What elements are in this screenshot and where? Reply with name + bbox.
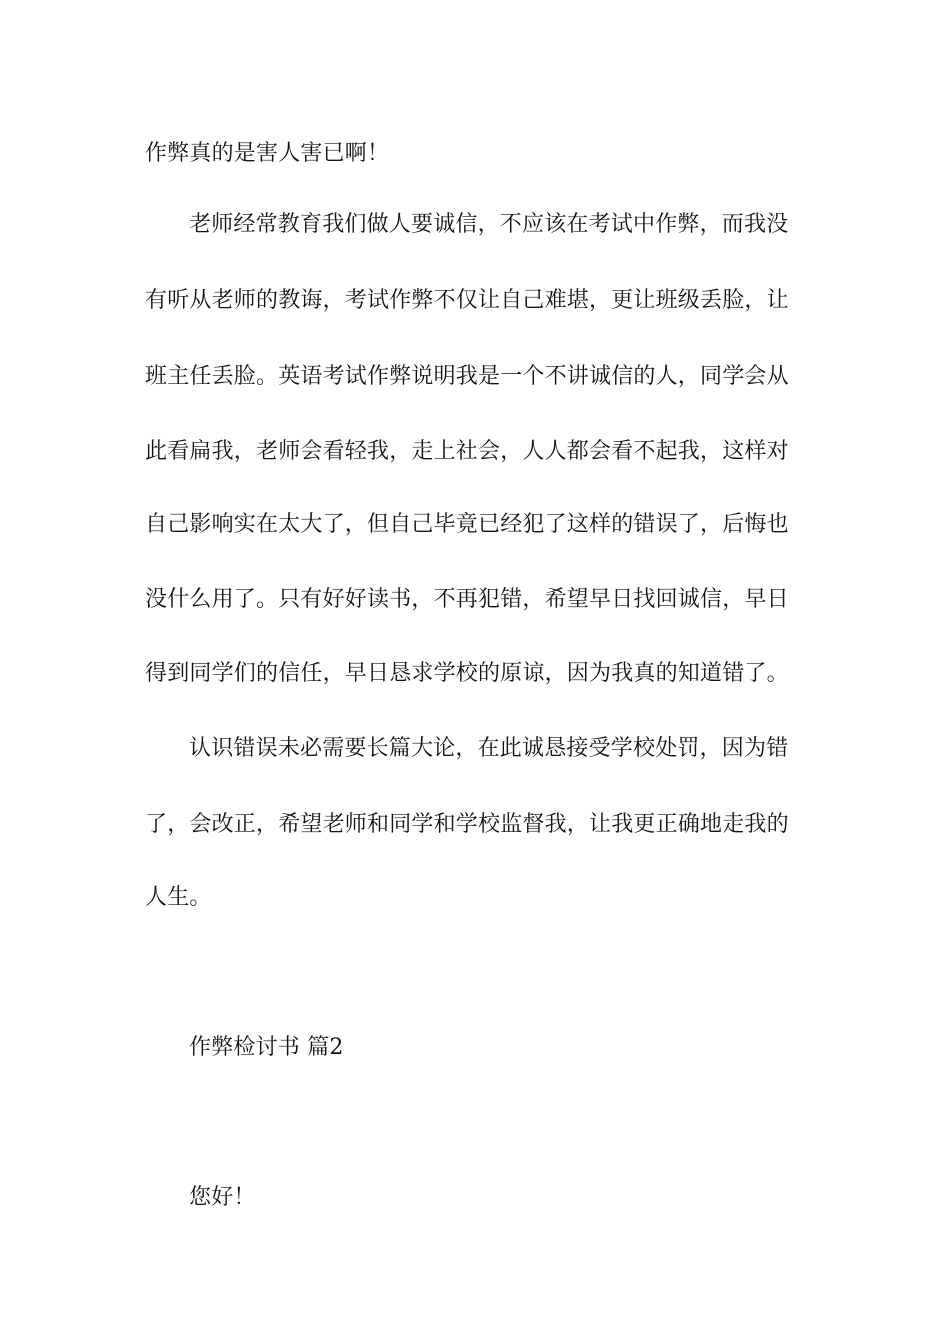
paragraph-2-line-3: 班主任丢脸。英语考试作弊说明我是一个不讲诚信的人，同学会从 <box>145 364 789 389</box>
paragraph-3-line-1: 认识错误未必需要长篇大论，在此诚恳接受学校处罚，因为错 <box>189 736 789 761</box>
paragraph-3-line-3: 人生。 <box>145 885 212 910</box>
greeting: 您好！ <box>189 1185 256 1210</box>
paragraph-1-line-1: 作弊真的是害人害已啊！ <box>145 141 390 166</box>
paragraph-2-line-7: 得到同学们的信任，早日恳求学校的原谅，因为我真的知道错了。 <box>145 661 789 686</box>
paragraph-3-line-2: 了，会改正，希望老师和同学和学校监督我，让我更正确地走我的 <box>145 812 789 837</box>
section-heading: 作弊检讨书 篇2 <box>189 1035 344 1060</box>
paragraph-2-line-4: 此看扁我，老师会看轻我，走上社会，人人都会看不起我，这样对 <box>145 439 789 464</box>
paragraph-2-line-1: 老师经常教育我们做人要诚信，不应该在考试中作弊，而我没 <box>189 212 789 237</box>
paragraph-2-line-2: 有听从老师的教诲，考试作弊不仅让自己难堪，更让班级丢脸，让 <box>145 288 789 313</box>
paragraph-2-line-5: 自己影响实在太大了，但自己毕竟已经犯了这样的错误了，后悔也 <box>145 512 789 537</box>
paragraph-2-line-6: 没什么用了。只有好好读书，不再犯错，希望早日找回诚信，早日 <box>145 587 789 612</box>
